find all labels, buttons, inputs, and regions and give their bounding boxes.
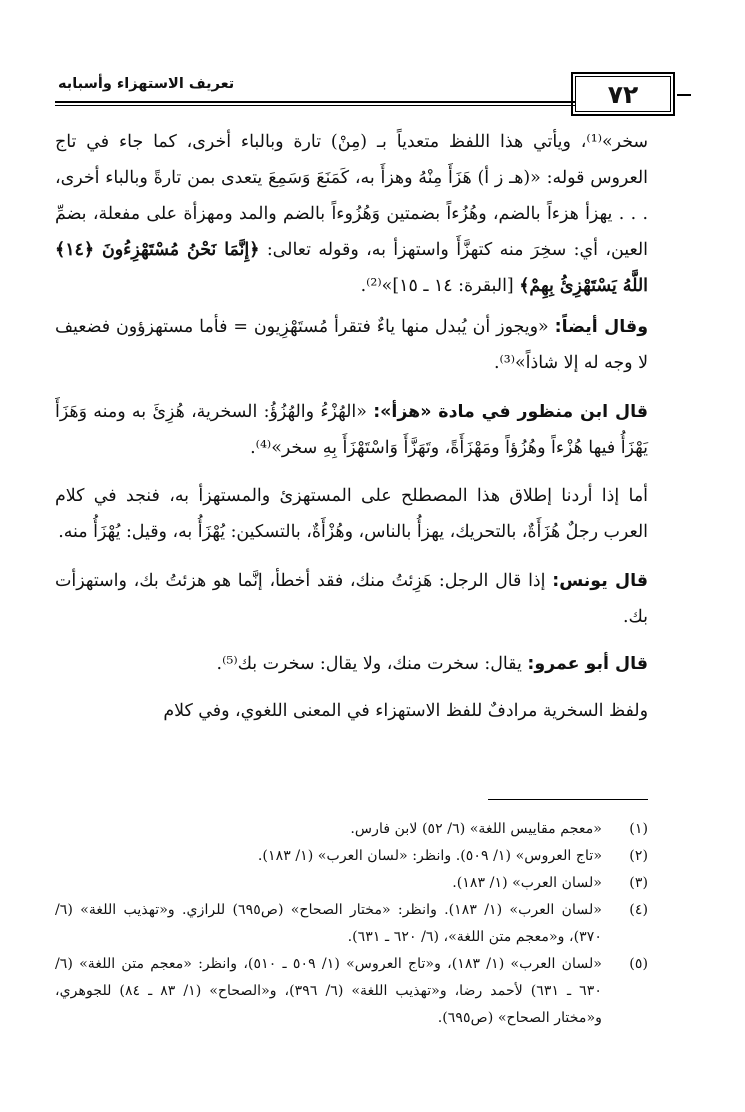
quran-verse: ﴿إِنَّمَا نَحْنُ مُسْتَهْزِءُونَ ﴿١٤﴾ اللَّهُ يَسْتَهْزِئُ بِهِمْ﴾ (55, 240, 648, 296)
footnote-number: (٤) (629, 902, 648, 918)
footnote-number: (٥) (629, 956, 648, 972)
body-text (55, 124, 648, 729)
paragraph-4: أما إذا أردنا إطلاق هذا المصطلح على المستهزئ والمستهزأ به، فنجد في كلام العرب رجلٌ هُزَأَةٌ، بالتحريك، يهزأُ بالناس، وهُزْأَةٌ، بالتسكين: يُهْزَأُ به، وقيل: يُهْزَأُ منه. (55, 486, 648, 542)
footnote-text: «لسان العرب» (١/ ١٨٣). وانظر: «مختار الصحاح» (ص٦٩٥) للرازي. و«تهذيب اللغة» (٦/ ٣٧٠)، و«معجم متن اللغة»، (٦/ ٦٢٠ ـ ٦٣١). (55, 902, 602, 945)
paragraph-5: قال يونس: إذا قال الرجل: هَزِئتُ منك، فقد أخطأ، إنَّما هو هزئتُ بك، واستهزأت بك. (55, 571, 648, 627)
footnote-separator (488, 799, 648, 800)
running-head-title: تعريف الاستهزاء وأسبابه (58, 76, 235, 92)
header-rule (55, 101, 575, 103)
footnote-number: (١) (629, 821, 648, 837)
paragraph-3: قال ابن منظور في مادة «هزأ»: «الهُزْءُ والهُزُؤُ: السخرية، هُزِئَ به ومنه وَهَزَأَ يَهْزَأُ فيها هُزْءاً وهُزُؤاً ومَهْزَأَةً، وتَهَزَّأَ وَاسْتَهْزَأَ بِهِ سخر»⁽⁴⁾. (55, 402, 648, 458)
page-number: ٧٢ (575, 76, 671, 112)
footnote-text: «معجم مقاييس اللغة» (٦/ ٥٢) لابن فارس. (350, 821, 602, 837)
paragraph-2: وقال أيضاً: «ويجوز أن يُبدل منها ياءٌ فتقرأ مُستَهْزِيون = فأما مستهزؤون فضعيف لا وجه له إلا شاذاً»⁽³⁾. (55, 317, 649, 373)
header-rule-tick (677, 94, 691, 96)
footnote-number: (٣) (629, 875, 648, 891)
footnote-number: (٢) (629, 848, 648, 864)
footnote-text: «تاج العروس» (١/ ٥٠٩). وانظر: «لسان العرب» (١/ ١٨٣). (257, 848, 602, 864)
footnote (55, 951, 648, 1032)
paragraph-6: قال أبو عمرو: يقال: سخرت منك، ولا يقال: سخرت بك⁽⁵⁾. (216, 654, 648, 674)
paragraph-1: سخر»⁽¹⁾، ويأتي هذا اللفظ متعدياً بـ (مِنْ) تارة وبالباء أخرى، كما جاء في تاج العروس قوله: «(هـ ز أ) هَزَأَ مِنْهُ وهزأَ به، كَمَنَعَ وَسَمِعَ يتعدى بمن تارةً وبالباء أخرى، . . . يهزأ هزءاً بالضم، وهُزُءاً بضمتين وَهُزُوءاً بالضم والمد ومهزأة على مفعلة، بضمِّ العين، أي: سخِرَ منه كتهزَّأَ واستهزأ به، وقوله تعالى: ﴿إِنَّمَا نَحْنُ مُسْتَهْزِءُونَ ﴿١٤﴾ اللَّهُ يَسْتَهْزِئُ بِهِمْ﴾ [البقرة: ١٤ ـ ١٥]»⁽²⁾. (55, 132, 648, 296)
paragraph-lead: قال أبو عمرو: (527, 654, 648, 674)
header-rule-thin (55, 105, 575, 106)
footnote (55, 870, 648, 897)
footnote (55, 897, 648, 951)
paragraph-lead: قال يونس: (552, 571, 648, 591)
paragraph-lead: وقال أيضاً: (554, 317, 649, 337)
footnotes (55, 816, 648, 1032)
footnote (55, 843, 648, 870)
footnote-text: «لسان العرب» (١/ ١٨٣). (452, 875, 602, 891)
footnote (55, 816, 648, 843)
paragraph-lead: قال ابن منظور في مادة «هزأ»: (373, 402, 648, 422)
paragraph-7: ولفظ السخرية مرادفٌ للفظ الاستهزاء في المعنى اللغوي، وفي كلام (163, 701, 648, 721)
footnote-text: «لسان العرب» (١/ ١٨٣)، و«تاج العروس» (١/ ٥٠٩ ـ ٥١٠)، وانظر: «معجم متن اللغة» (٦/ ٦٣٠ ـ ٦٣١) لأحمد رضا، و«تهذيب اللغة» (٦/ ٣٩٦)، و«الصحاح» (١/ ٨٣ ـ ٨٤) للجوهري، و«مختار الصحاح» (ص٦٩٥). (55, 956, 602, 1026)
